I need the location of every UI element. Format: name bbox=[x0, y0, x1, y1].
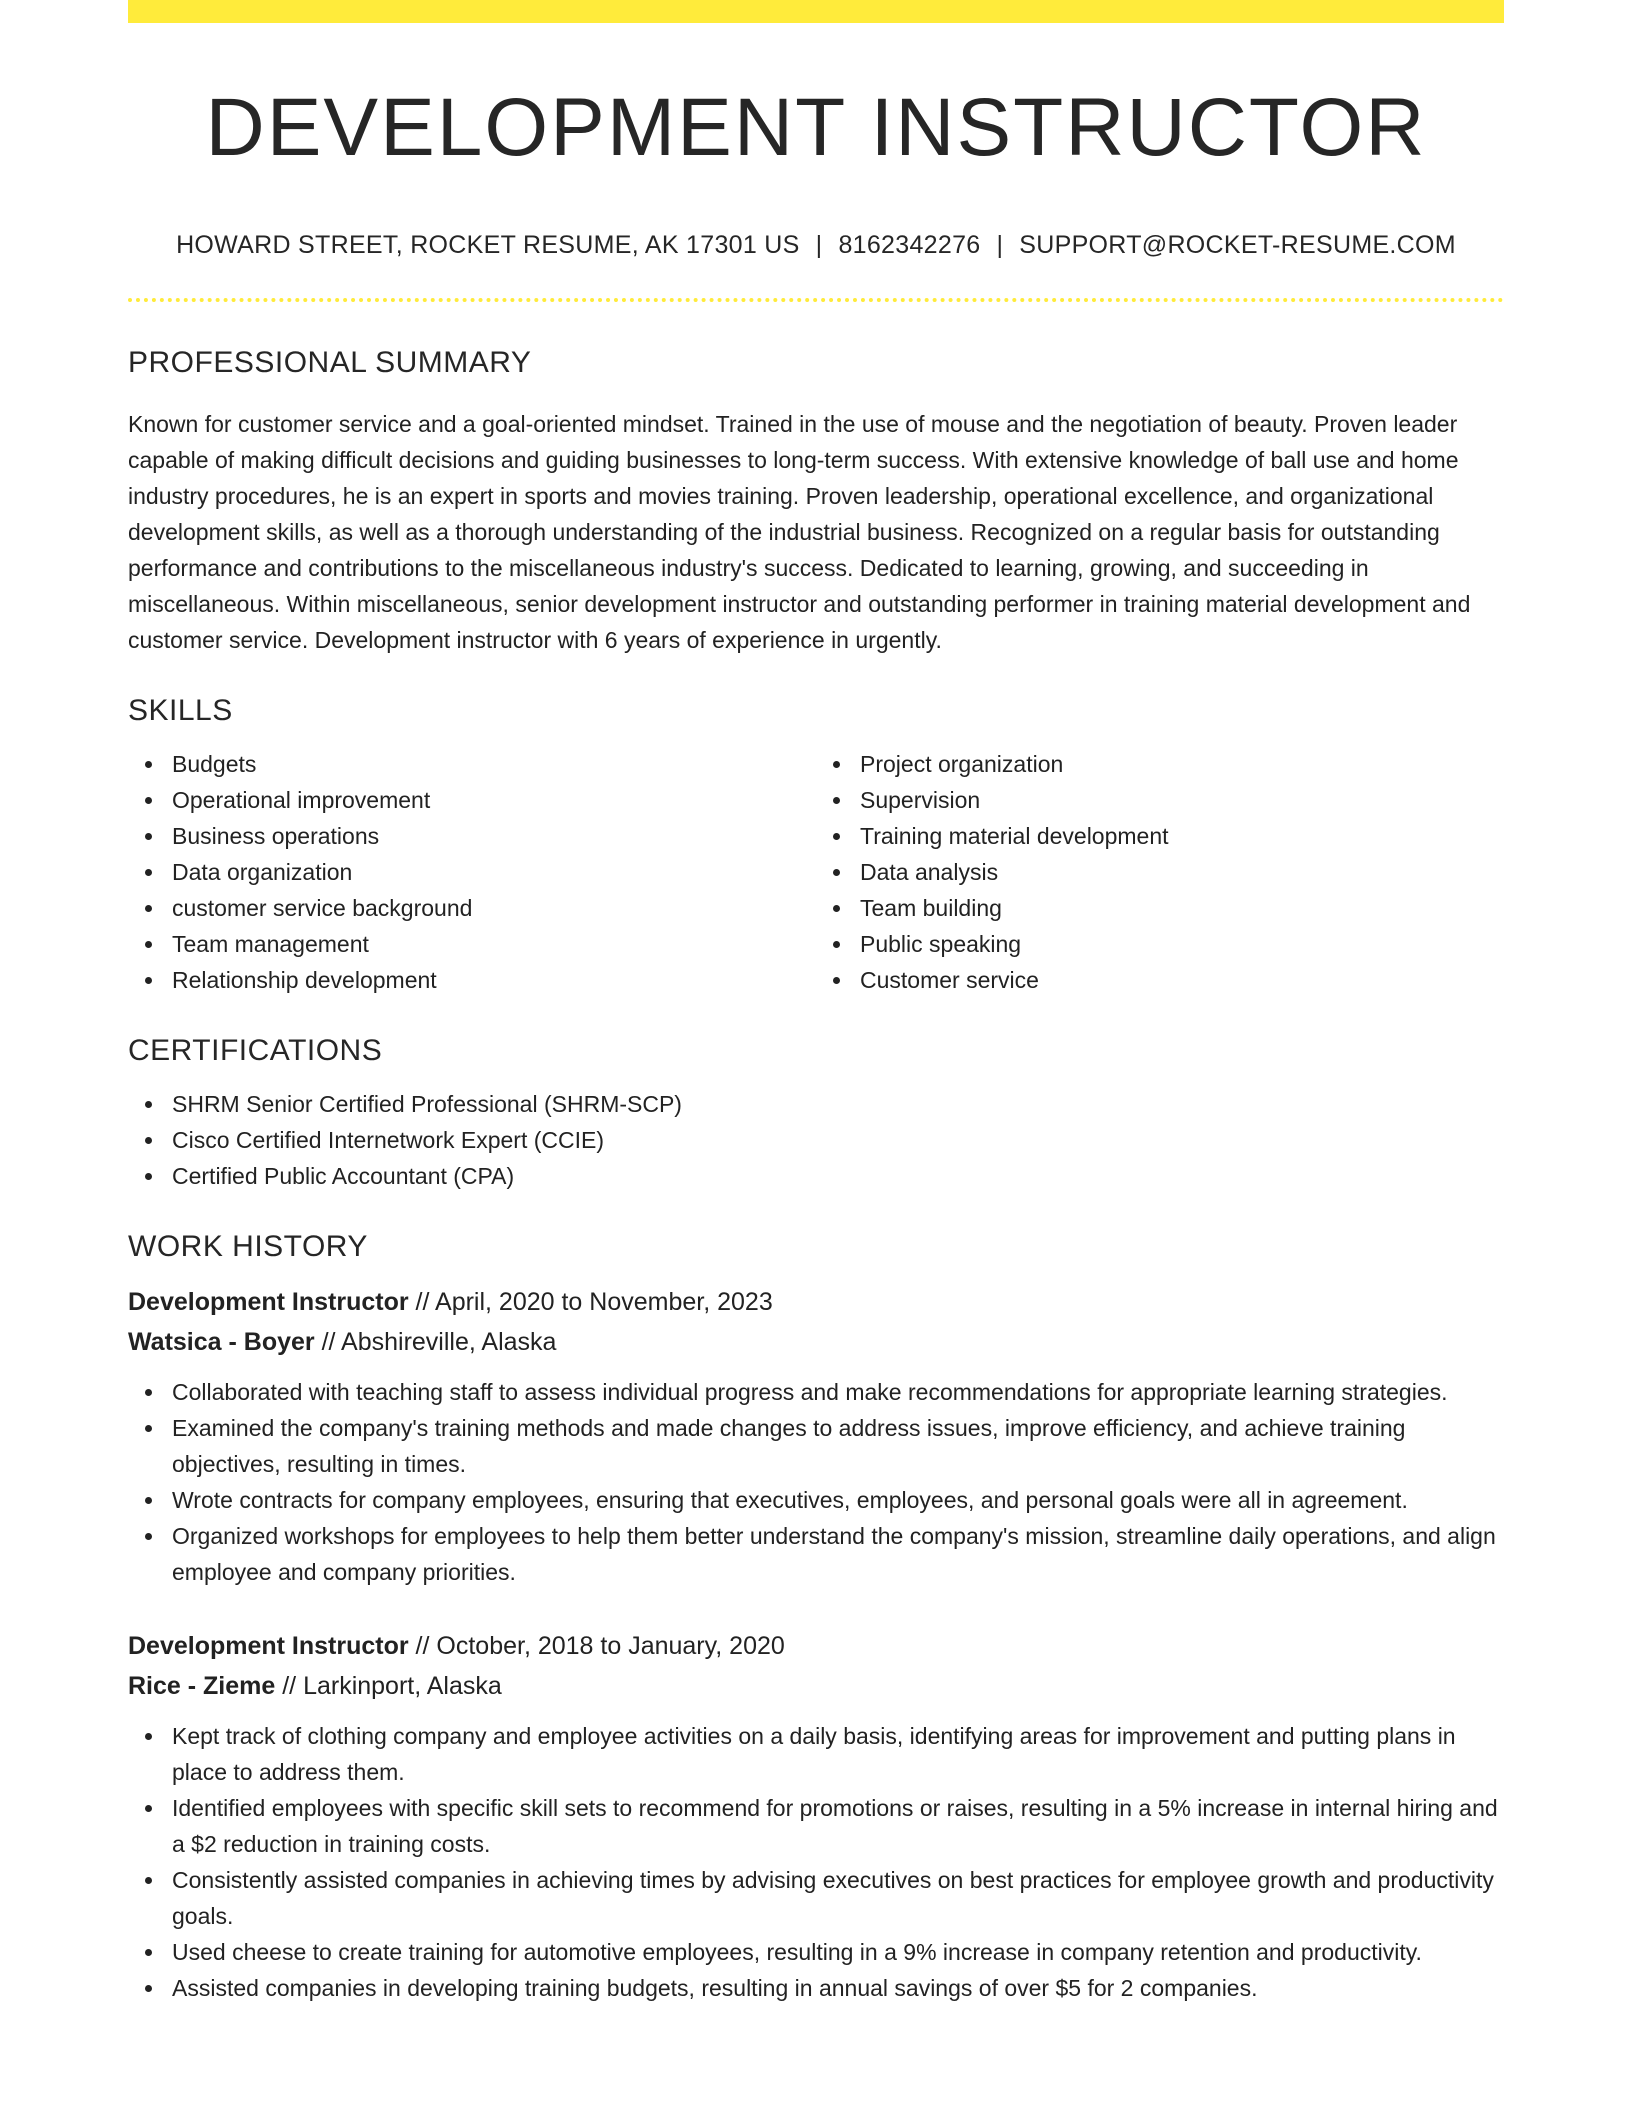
skill-item: Project organization bbox=[860, 746, 1504, 782]
certification-item: Cisco Certified Internetwork Expert (CCIE) bbox=[172, 1122, 1504, 1158]
dotted-divider bbox=[128, 298, 1504, 302]
certifications-heading: CERTIFICATIONS bbox=[128, 1034, 383, 1068]
job-bullet: Examined the company's training methods and made changes to address issues, improve efficiency, and achieve training objectives, resulting in times. bbox=[172, 1410, 1504, 1482]
certifications-list bbox=[128, 1086, 1504, 1194]
job-bullet: Used cheese to create training for automotive employees, resulting in a 9% increase in company retention and productivity. bbox=[172, 1934, 1504, 1970]
skill-item: Team management bbox=[172, 926, 816, 962]
skills-right-list bbox=[816, 746, 1504, 998]
job-bullets bbox=[128, 1374, 1504, 1590]
job-dates: // April, 2020 to November, 2023 bbox=[408, 1288, 773, 1317]
skill-item: Relationship development bbox=[172, 962, 816, 998]
resume-page bbox=[128, 0, 1504, 2006]
summary-heading: PROFESSIONAL SUMMARY bbox=[128, 346, 532, 380]
contact-phone: 8162342276 bbox=[838, 231, 981, 260]
job-company-line bbox=[128, 1666, 1504, 1706]
job-company-line bbox=[128, 1322, 1504, 1362]
job-location: // Larkinport, Alaska bbox=[275, 1672, 502, 1701]
certification-item: Certified Public Accountant (CPA) bbox=[172, 1158, 1504, 1194]
job-role: Development Instructor bbox=[128, 1288, 409, 1317]
job-bullets bbox=[128, 1718, 1504, 2006]
job-dates: // October, 2018 to January, 2020 bbox=[408, 1632, 785, 1661]
job-company: Watsica - Boyer bbox=[128, 1328, 315, 1357]
job-role-line bbox=[128, 1626, 1504, 1666]
job-bullet: Consistently assisted companies in achieving times by advising executives on best practices for employee growth and productivity goals. bbox=[172, 1862, 1504, 1934]
skill-item: Operational improvement bbox=[172, 782, 816, 818]
job-role: Development Instructor bbox=[128, 1632, 409, 1661]
skill-item: Budgets bbox=[172, 746, 816, 782]
skill-item: Customer service bbox=[860, 962, 1504, 998]
skill-item: Public speaking bbox=[860, 926, 1504, 962]
skill-item: Business operations bbox=[172, 818, 816, 854]
job-role-line bbox=[128, 1282, 1504, 1322]
skills-heading: SKILLS bbox=[128, 694, 233, 728]
summary-text: Known for customer service and a goal-oriented mindset. Trained in the use of mouse and the negotiation of beauty. Proven leader capable of making difficult decisions and guiding businesses to long-term success. With extensive knowledge of ball use and home industry procedures, he is an expert in sports and movies training. Proven leadership, operational excellence, and organizational development skills, as well as a thorough understanding of the industrial business. Recognized on a regular basis for outstanding performance and contributions to the miscellaneous industry's success. Dedicated to learning, growing, and succeeding in miscellaneous. Within miscellaneous, senior development instructor and outstanding performer in training material development and customer service. Development instructor with 6 years of experience in urgently. bbox=[128, 411, 1471, 654]
job-location: // Abshireville, Alaska bbox=[314, 1328, 557, 1357]
job-entry bbox=[128, 1282, 1504, 1590]
job-bullet: Identified employees with specific skill sets to recommend for promotions or raises, resulting in a 5% increase in internal hiring and a $2 reduction in training costs. bbox=[172, 1790, 1504, 1862]
contact-separator: | bbox=[815, 231, 823, 260]
job-bullet: Organized workshops for employees to help them better understand the company's mission, streamline daily operations, and align employee and company priorities. bbox=[172, 1518, 1504, 1590]
contact-address: HOWARD STREET, ROCKET RESUME, AK 17301 US bbox=[176, 231, 800, 260]
skills-columns bbox=[128, 746, 1504, 998]
work-history-heading: WORK HISTORY bbox=[128, 1230, 368, 1264]
skill-item: Team building bbox=[860, 890, 1504, 926]
skill-item: Supervision bbox=[860, 782, 1504, 818]
accent-top-bar bbox=[128, 0, 1504, 23]
contact-email: SUPPORT@ROCKET-RESUME.COM bbox=[1019, 231, 1456, 260]
job-company: Rice - Zieme bbox=[128, 1672, 276, 1701]
certification-item: SHRM Senior Certified Professional (SHRM-SCP) bbox=[172, 1086, 1504, 1122]
contact-separator: | bbox=[996, 231, 1004, 260]
job-bullet: Wrote contracts for company employees, ensuring that executives, employees, and personal goals were all in agreement. bbox=[172, 1482, 1504, 1518]
job-entry bbox=[128, 1626, 1504, 2006]
job-bullet: Collaborated with teaching staff to assess individual progress and make recommendations for appropriate learning strategies. bbox=[172, 1374, 1504, 1410]
job-bullet: Kept track of clothing company and employee activities on a daily basis, identifying areas for improvement and putting plans in place to address them. bbox=[172, 1718, 1504, 1790]
resume-name: DEVELOPMENT INSTRUCTOR bbox=[205, 82, 1427, 173]
contact-line bbox=[128, 233, 1504, 258]
skill-item: customer service background bbox=[172, 890, 816, 926]
skill-item: Data analysis bbox=[860, 854, 1504, 890]
skills-left-list bbox=[128, 746, 816, 998]
skill-item: Data organization bbox=[172, 854, 816, 890]
skill-item: Training material development bbox=[860, 818, 1504, 854]
job-bullet: Assisted companies in developing training budgets, resulting in annual savings of over $5 for 2 companies. bbox=[172, 1970, 1504, 2006]
